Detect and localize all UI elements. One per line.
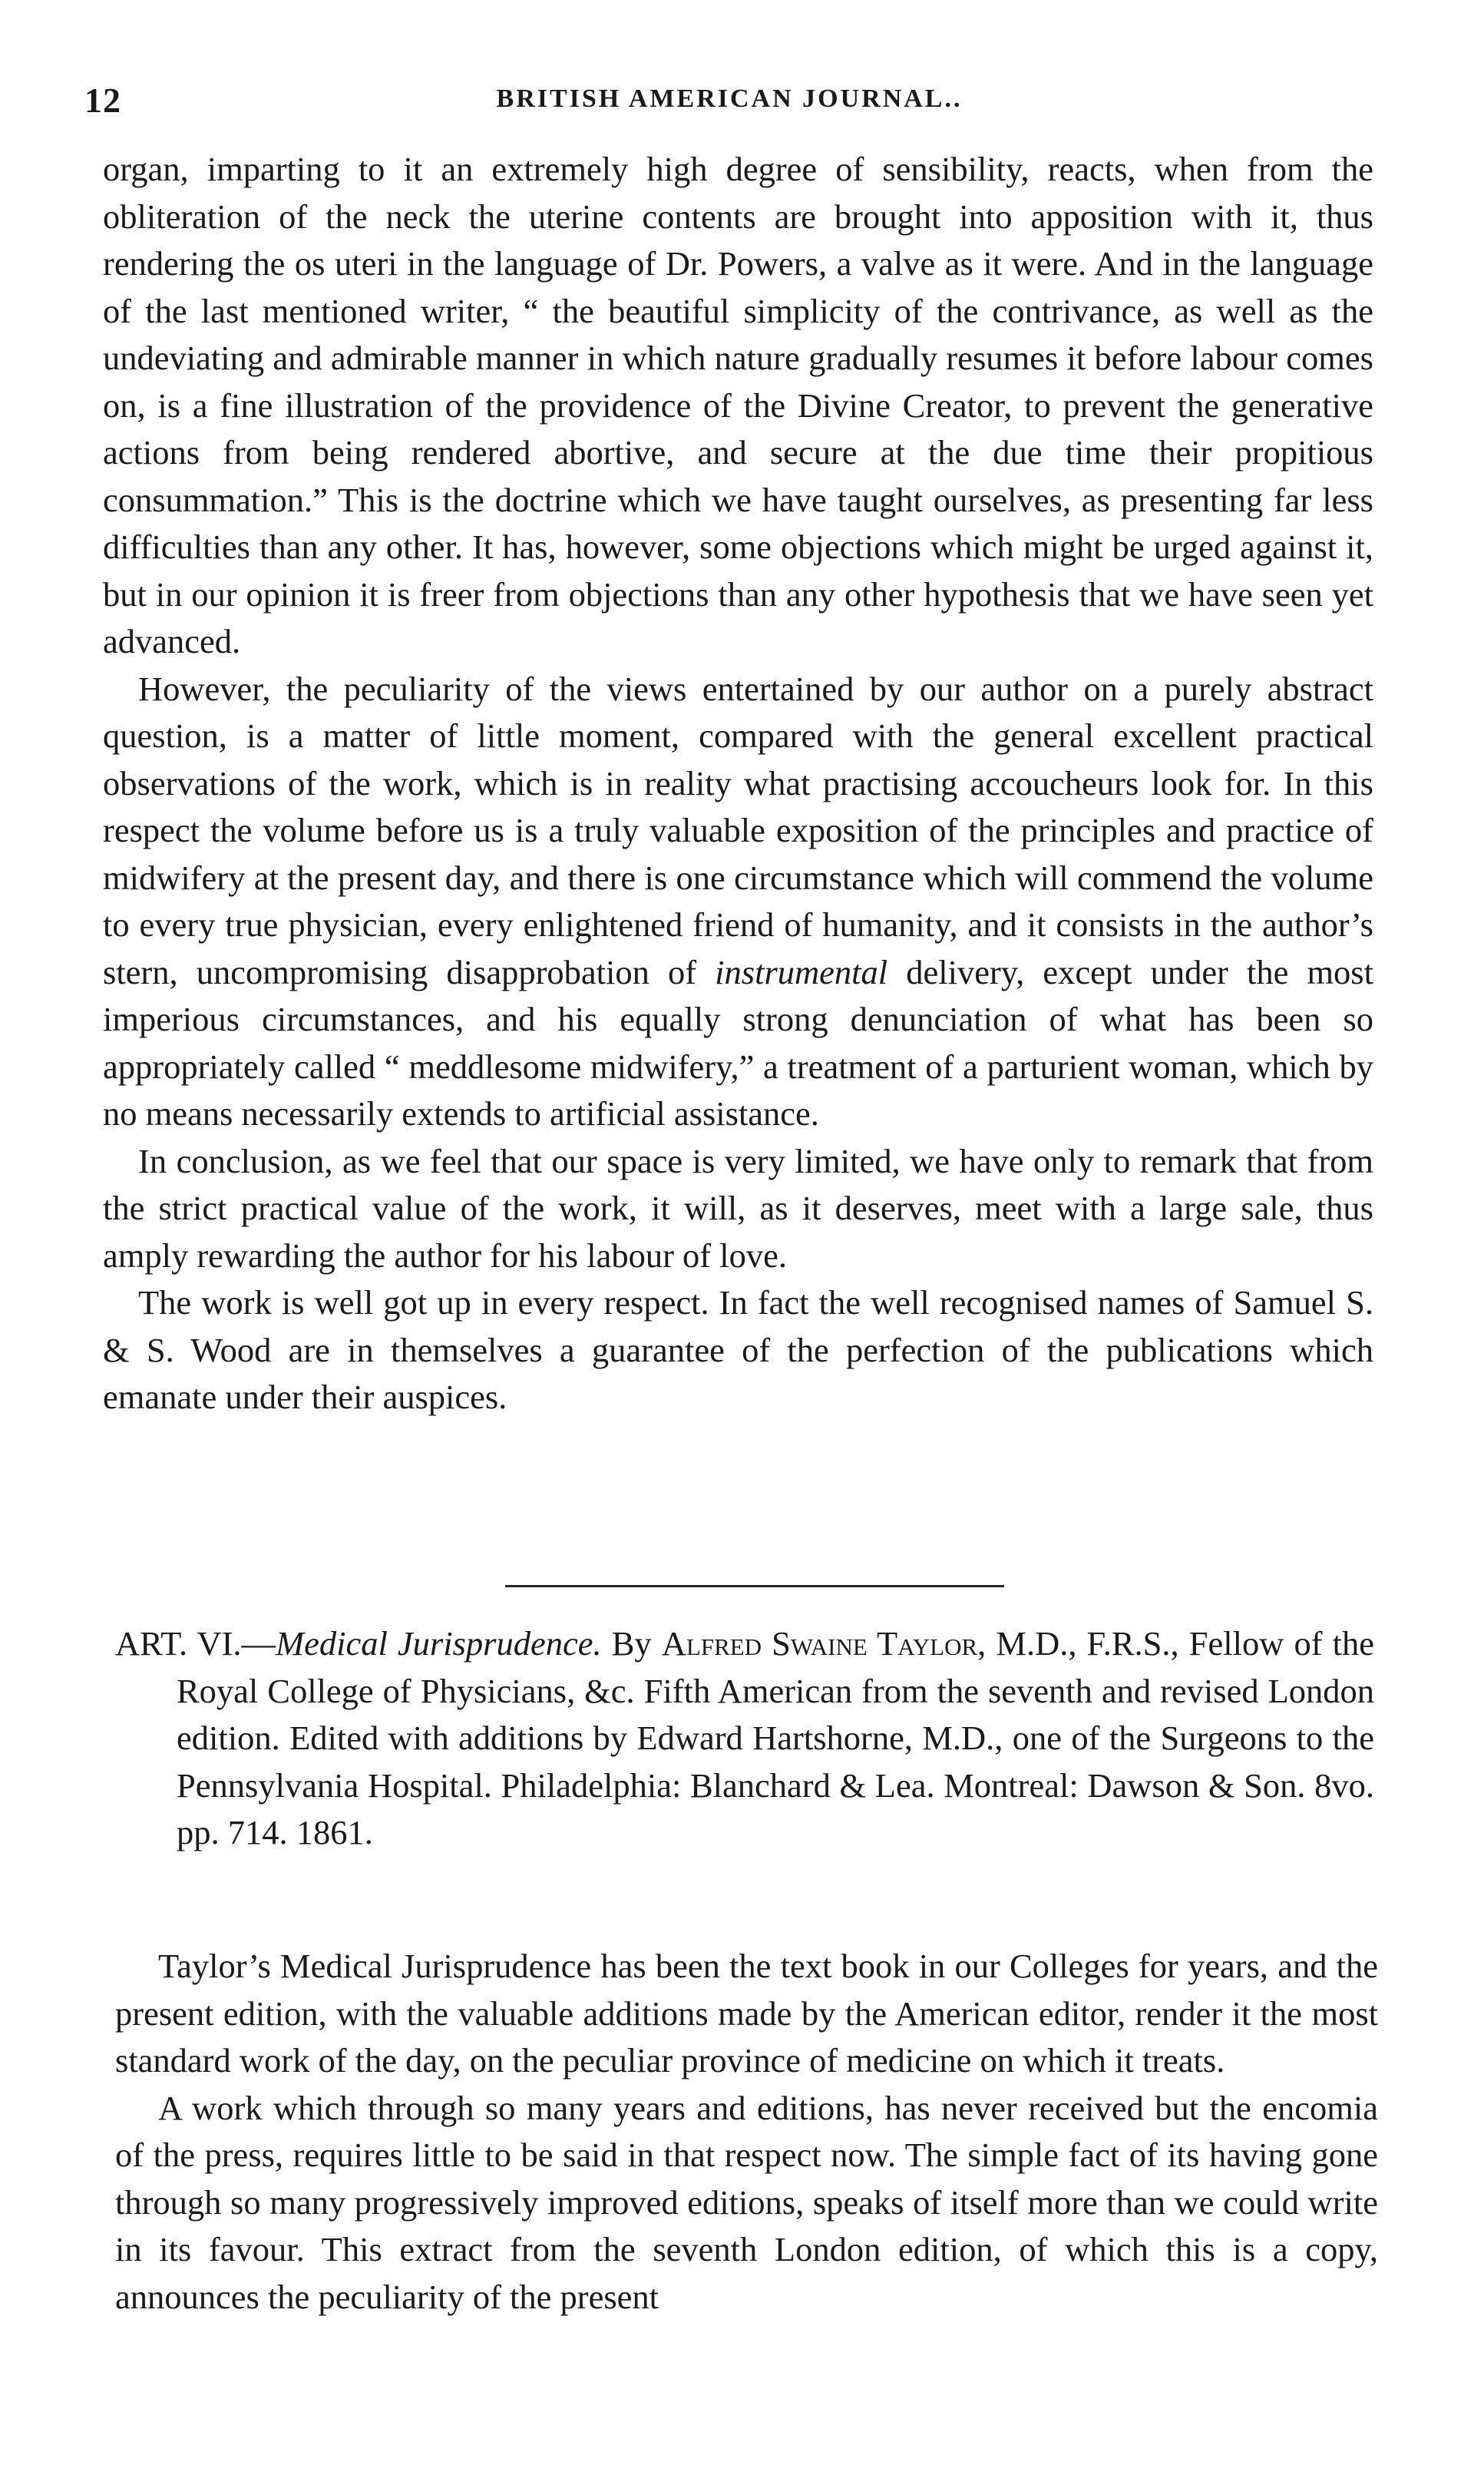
article-author: Alfred Swaine Taylor <box>661 1624 978 1663</box>
paragraph-2 <box>103 666 1373 1138</box>
review-paragraph-1: Taylor’s Medical Jurisprudence has been the text book in our Colleges for years, and the present edition, with the valuable additions made by the American editor, render it the most standard work of the day, on the peculiar province of medicine on which it treats. <box>115 1947 1378 2080</box>
paragraph-4: The work is well got up in every respect. In fact the well recognised names of Samuel S. & S. Wood are in themselves a guarantee of the perfection of the publications which emanate under their auspices. <box>103 1283 1373 1416</box>
review-continuation <box>103 146 1373 1421</box>
review-paragraph-2: A work which through so many years and editions, has never received but the encomia of the press, requires little to be said in that respect now. The simple fact of its having gone through so many progressively improved editions, speaks of itself more than we could write in its favour. This extract from the seventh London edition, of which this is a copy, announces the peculiarity of the present <box>115 2088 1378 2316</box>
section-divider <box>505 1585 1004 1587</box>
article-title: Medical Jurisprudence. <box>276 1624 602 1663</box>
article-review <box>115 1943 1378 2321</box>
article-label: ART. VI.— <box>115 1624 276 1663</box>
paragraph-1: organ, imparting to it an extremely high degree of sensibility, reacts, when from the obliteration of the neck the uterine contents are brought into apposition with it, thus rendering the os uteri in the language of Dr. Powers, a valve as it were. And in the language of the last mentioned writer, “ the beautiful simplicity of the contrivance, as well as the undeviating and admirable manner in which nature gradually resumes it before labour comes on, is a fine illustration of the providence of the Divine Creator, to prevent the generative actions from being rendered abortive, and secure at the due time their propitious consummation.” This is the doctrine which we have taught ourselves, as presenting far less difficulties than any other. It has, however, some objections which might be urged against it, but in our opinion it is freer from objections than any other hypothesis that we have seen yet advanced. <box>103 150 1373 660</box>
running-head <box>84 80 1374 126</box>
paragraph-2-part-1: However, the peculiarity of the views entertained by our author on a purely abstract question, is a matter of little moment, compared with the general excellent practical observations of the work, which is in reality what practising accoucheurs look for. In this respect the volume before us is a truly valuable exposition of the principles and practice of midwifery at the present day, and there is one circumstance which will commend the volume to every true physician, every enlightened friend of humanity, and it consists in the author’s stern, uncompromising disapprobation of <box>103 669 1373 991</box>
article-heading <box>115 1620 1374 1857</box>
article-details: , M.D., F.R.S., Fellow of the Royal College of Physicians, &c. Fifth American from the seventh and revised London edition. Edited with additions by Edward Hartshorne, M.D., one of the Surgeons to the Pennsylvania Hospital. Philadelphia: Blanchard & Lea. Montreal: Dawson & Son. 8vo. pp. 714. 1861. <box>177 1624 1375 1851</box>
page-number: 12 <box>84 81 121 120</box>
paragraph-2-italic: instrumental <box>715 952 888 991</box>
paragraph-2-part-2: delivery, except under the most imperious circumstances, and his equally strong denunciation of what has been so appropriately called “ meddlesome midwifery,” a treatment of a parturient woman, which by no means necessarily extends to artificial assistance. <box>103 952 1373 1133</box>
article-by: By <box>601 1624 662 1663</box>
journal-title: BRITISH AMERICAN JOURNAL.. <box>496 84 963 113</box>
paragraph-3: In conclusion, as we feel that our space is very limited, we have only to remark that from the strict practical value of the work, it will, as it deserves, meet with a large sale, thus amply rewarding the author for his labour of love. <box>103 1141 1373 1275</box>
